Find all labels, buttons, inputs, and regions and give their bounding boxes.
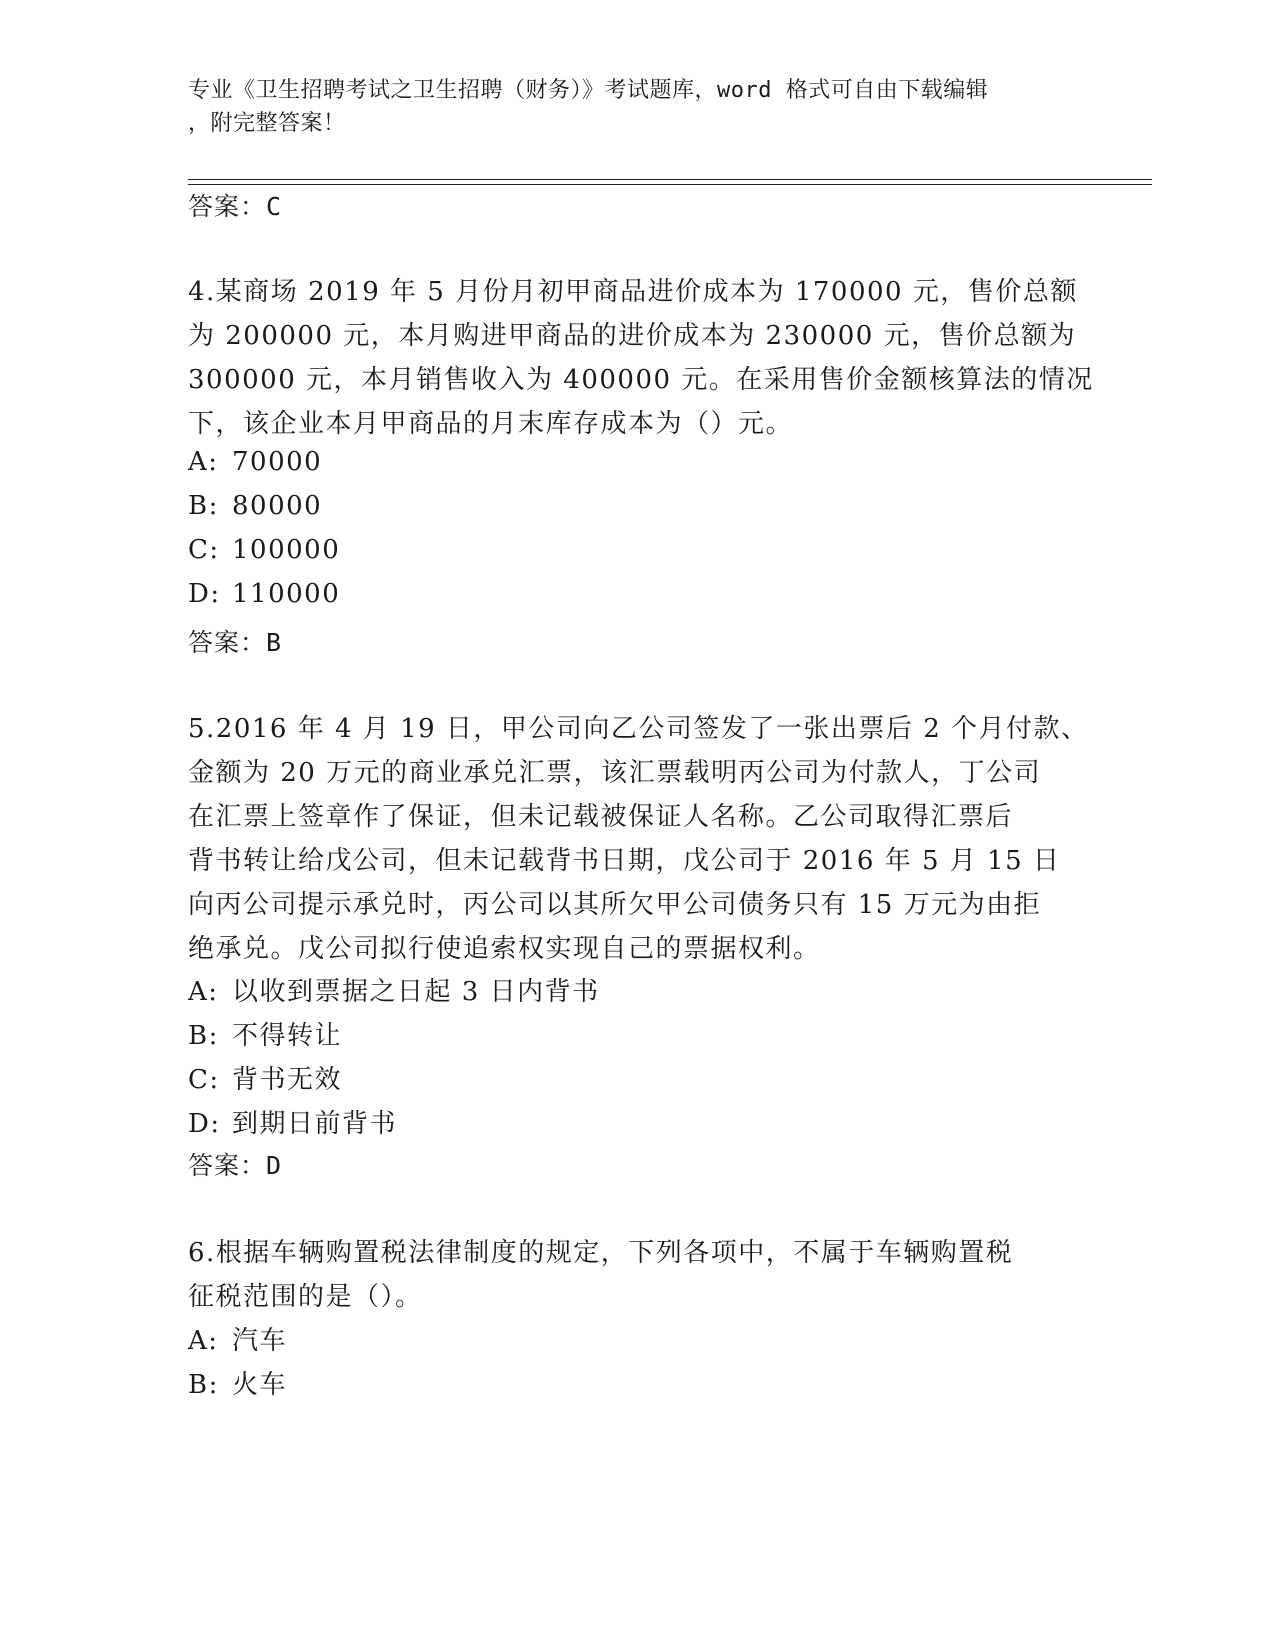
option-label: B: [188,1021,219,1051]
option-text: 到期日前背书 [232,1109,398,1139]
question-4-line-4: 下，该企业本月甲商品的月末库存成本为（）元。 [188,409,794,439]
answer-label: 答案： [188,192,267,221]
option-label: D: [188,579,221,609]
answer-value: B [266,628,283,657]
option-label: D: [188,1109,221,1139]
option-text: 背书无效 [232,1065,343,1095]
option-text: 不得转让 [232,1021,343,1051]
question-6-line-2: 征税范围的是（）。 [188,1282,423,1312]
option-text: 80000 [232,491,323,521]
question-4-answer [188,623,282,659]
header-rule-top [188,179,1152,180]
answer-label: 答案： [188,1151,267,1180]
question-6-option-a [188,1320,287,1357]
question-5-option-a [188,971,600,1008]
question-6-line-1: 6.根据车辆购置税法律制度的规定，下列各项中，不属于车辆购置税 [188,1238,1014,1268]
question-4-line-2: 为 200000 元，本月购进甲商品的进价成本为 230000 元，售价总额为 [188,321,1077,351]
question-5-line-3: 在汇票上签章作了保证，但未记载被保证人名称。乙公司取得汇票后 [188,802,1014,832]
option-text: 以收到票据之日起 3 日内背书 [232,977,600,1007]
option-label: A: [188,1326,219,1356]
option-label: C: [188,535,220,565]
option-text: 100000 [232,535,341,565]
question-5-option-d [188,1103,397,1140]
answer-label: 答案： [188,628,267,657]
option-label: B: [188,491,219,521]
option-text: 70000 [232,447,323,477]
question-5-line-6: 绝承兑。戊公司拟行使追索权实现自己的票据权利。 [188,934,821,964]
answer-value: C [266,192,283,221]
header-rule-bottom [188,184,1152,185]
option-label: C: [188,1065,220,1095]
question-4-line-3: 300000 元，本月销售收入为 400000 元。在采用售价金额核算法的情况 [188,365,1094,395]
option-label: A: [188,447,219,477]
question-4-option-c [188,535,340,565]
document-header [188,74,1088,140]
answer-line [188,187,282,223]
header-line-2: ，附完整答案！ [188,111,346,136]
question-5-line-2: 金额为 20 万元的商业承兑汇票，该汇票载明丙公司为付款人，丁公司 [188,758,1042,788]
option-text: 汽车 [232,1326,288,1356]
question-5-line-1: 5.2016 年 4 月 19 日，甲公司向乙公司签发了一张出票后 2 个月付款、 [188,714,1089,744]
option-label: A: [188,977,219,1007]
header-line-1: 专业《卫生招聘考试之卫生招聘（财务）》考试题库，word 格式可自由下载编辑 [188,78,989,103]
question-4-option-a [188,447,322,477]
answer-value: D [266,1151,283,1180]
question-5-option-b [188,1015,342,1052]
option-text: 火车 [232,1370,288,1400]
question-4-option-b [188,491,322,521]
question-6-option-b [188,1364,287,1401]
question-5-line-5: 向丙公司提示承兑时，丙公司以其所欠甲公司债务只有 15 万元为由拒 [188,890,1042,920]
option-label: B: [188,1370,219,1400]
question-5-option-c [188,1059,342,1096]
question-5-line-4: 背书转让给戊公司，但未记载背书日期，戊公司于 2016 年 5 月 15 日 [188,846,1061,876]
question-4-option-d [188,579,340,609]
option-text: 110000 [232,579,341,609]
question-5-answer [188,1146,282,1182]
question-4-line-1: 4.某商场 2019 年 5 月份月初甲商品进价成本为 170000 元，售价总额 [188,277,1078,307]
